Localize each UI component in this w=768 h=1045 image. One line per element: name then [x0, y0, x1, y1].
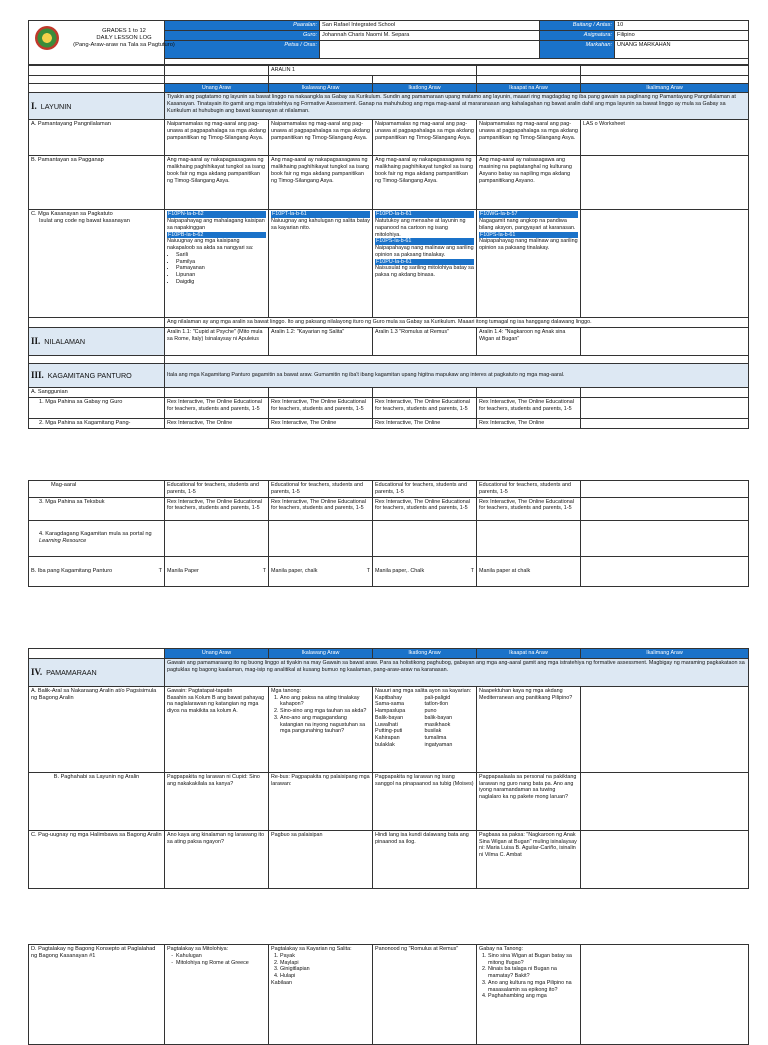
- day-5-header: Ikalimang Araw: [581, 83, 749, 93]
- main-table-4: [28, 944, 749, 1045]
- textbook-pages-day3: Rex Interactive, The Online Educational for teachers, students and parents, 1-5: [373, 497, 477, 520]
- day-5-header-b: Ikalimang Araw: [581, 649, 749, 659]
- competency-day3: F10PD-Ia-b-61 Natutukoy ang mensahe at layunin ng napanood na cartoon ng isang mitolohiya. F10PS-Ia-b-61 Naipapahayag nang malinaw ang sariling opinion sa paksang tinalakay. F10PU-Ia-b-61 Naisusulat ng sariling mitolohiya batay sa paksa ng akdang binasa.: [373, 210, 477, 318]
- review-day1: Gawain: Pagtatapat-tapatin Basahin sa Kolum B ang bawat pahayag na naglalarawan ng katangian ng mga diyos na makikita sa kolum A.: [165, 686, 269, 772]
- examples-day3: Hindi lang isa kundi dalawang bata ang pinaanod sa ilog.: [373, 830, 477, 888]
- date-label: Petsa / Oras:: [165, 40, 320, 58]
- day-1-header-b: Unang Araw: [165, 649, 269, 659]
- layunin-heading: I. LAYUNIN: [29, 93, 165, 120]
- learner-pages-day4: Rex Interactive, The Online: [477, 419, 581, 429]
- pamamaraan-intro: Gawain ang pamamaraang ito ng buong linggo at tiyakin na may Gawain sa bawat araw. Para sa holistikong paghubog, gabayan ang mga ang-aaral gamit ang mga istratehiya ng formative assessment. Magbigay ng maraming pagkakataon sa pagtuklas ng bagong kaalaman, mag-isip ng analitikal at kusang bumuo ng kaalaman, pang-araw-araw na karanasan.: [165, 658, 749, 686]
- competency-day2: F10PT-Ia-b-61 Naiuugnay ang kahulugan ng salita batay sa kayarian nito.: [269, 210, 373, 318]
- main-table-3: [28, 648, 749, 889]
- date-value: [320, 40, 540, 58]
- learner-pages-day1: Rex Interactive, The Online: [165, 419, 269, 429]
- competency-day5: [581, 210, 749, 318]
- school-value: San Rafael Integrated School: [320, 21, 540, 31]
- discussion-day3: Panonood ng "Romulus at Remus": [373, 945, 477, 1045]
- subject-value: Filipino: [615, 30, 749, 40]
- other-materials-day5: [581, 556, 749, 586]
- day-4-header: Ikaapat na Araw: [477, 83, 581, 93]
- examples-day4: Pagbasa sa paksa: "Nagkaroon ng Anak Sina Wigan at Bugan" muling isinalaysay ni: Maria Luisa B. Aguilar-Cariño, isinalin ni Vilma C. Ambat: [477, 830, 581, 888]
- header-table: [28, 20, 749, 65]
- perf-std-day2: Ang mag-aaral ay nakapagsasagawa ng malikhaing paghihikayat tungkol sa isang book fair ng mga akdang pampanitikan ng Timog-Silangang Asya.: [269, 156, 373, 210]
- learner-pages-label-cont: Mag-aaral: [29, 481, 165, 498]
- motivation-day3: Pagpapakita ng larawan ng isang sanggol na pinapaanod sa tubig (Moises): [373, 772, 477, 830]
- other-materials-label: B. Iba pang Kagamitang Panturo T: [29, 556, 165, 586]
- learner-pages-cont-day4: Educational for teachers, students and parents, 1-5: [477, 481, 581, 498]
- other-materials-day4: Manila paper at chalk: [477, 556, 581, 586]
- content-day3: Aralin 1.3 "Romulus at Remus": [373, 328, 477, 356]
- competency-day1: F10PN-Ia-b-62 Naipapahayag ang mahalagang kaisipan sa napakinggan F10PB-Ia-b-62 Naiuugnay ang mga kaisipang nakapaloob sa akda sa nangyari sa: • Sarili • Pamilya • Pamayanan • Lipunan • Daigdig: [165, 210, 269, 318]
- motivation-label: B. Paghahabi sa Layunin ng Aralin: [29, 772, 165, 830]
- competency-day4: F10WG-Ia-b-57 Nagagamit nang angkop na pandiwa bilang aksyon, pangyayari at karanasan. F10PS-Ia-b-61 Naipapahayag nang malinaw ang sariling opinion sa paksang tinalakay.: [477, 210, 581, 318]
- lesson-label: ARALIN 1: [269, 65, 477, 75]
- row-a-label: A. Pamantayang Pangnilalaman: [29, 120, 165, 156]
- nilalaman-heading: II. NILALAMAN: [29, 328, 165, 356]
- content-day2: Aralin 1.2: "Kayarian ng Salita": [269, 328, 373, 356]
- content-std-day1: Naipamamalas ng mag-aaral ang pag-unawa at pagpapahalaga sa mga akdang pampanitikan ng Timog-Silangang Asya.: [165, 120, 269, 156]
- lesson-log-section-4: [28, 944, 748, 1024]
- pamamaraan-heading: IV. PAMAMARAAN: [29, 658, 165, 686]
- examples-day2: Pagbuo sa palaisipan: [269, 830, 373, 888]
- review-label: A. Balik-Aral sa Nakaraang Aralin at/o Pagsisimula ng Bagong Aralin: [29, 686, 165, 772]
- day-4-header-b: Ikaapat na Araw: [477, 649, 581, 659]
- learner-pages-day2: Rex Interactive, The Online: [269, 419, 373, 429]
- day-3-header-b: Ikatlong Araw: [373, 649, 477, 659]
- teacher-value: Johannah Charis Naomi M. Separa: [320, 30, 540, 40]
- school-label: Paaralan:: [165, 21, 320, 31]
- textbook-pages-day1: Rex Interactive, The Online Educational for teachers, students and parents, 1-5: [165, 497, 269, 520]
- lr-portal-label: 4. Karagdagang Kagamitan mula sa portal ng Learning Resource: [29, 520, 165, 556]
- content-std-day4: Naipamamalas ng mag-aaral ang pag-unawa at pagpapahalaga sa mga akdang pampanitikan ng Timog-Silangang Asya.: [477, 120, 581, 156]
- learner-pages-label: 2. Mga Pahina sa Kagamitang Pang-: [29, 419, 165, 429]
- content-std-day2: Naipamamalas ng mag-aaral ang pag-unawa at pagpapahalaga sa mga akdang pampanitikan ng Timog-Silangang Asya.: [269, 120, 373, 156]
- guide-pages-day4: Rex Interactive, The Online Educational for teachers, students and parents, 1-5: [477, 398, 581, 419]
- learner-pages-day3: Rex Interactive, The Online: [373, 419, 477, 429]
- perf-std-day5: [581, 156, 749, 210]
- main-table-1: [28, 65, 749, 429]
- other-materials-day2: Manila paper, chalk T: [269, 556, 373, 586]
- grade-label: Baitang / Antas:: [540, 21, 615, 31]
- main-table-2: [28, 480, 749, 587]
- header-title: GRADES 1 to 12 DAILY LESSON LOG (Pang-Araw-araw na Tala sa Pagtuturo): [73, 28, 175, 49]
- learner-pages-cont-day2: Educational for teachers, students and parents, 1-5: [269, 481, 373, 498]
- guide-pages-day1: Rex Interactive, The Online Educational for teachers, students and parents, 1-5: [165, 398, 269, 419]
- guide-pages-day2: Rex Interactive, The Online Educational for teachers, students and parents, 1-5: [269, 398, 373, 419]
- textbook-pages-day2: Rex Interactive, The Online Educational for teachers, students and parents, 1-5: [269, 497, 373, 520]
- review-day2: Mga tanong: 1. Ano ang paksa na ating tinalakay kahapon? 2. Sino-sino ang mga tauhan sa akda? 3. Ano-ano ang magagandang katangian na inyong nagustuhan sa mga pangunahing tauhan?: [269, 686, 373, 772]
- content-std-day5: LAS o Worksheet: [581, 120, 749, 156]
- day-2-header: Ikalawang Araw: [269, 83, 373, 93]
- day-1-header: Unang Araw: [165, 83, 269, 93]
- guide-pages-label: 1. Mga Pahina sa Gabay ng Guro: [29, 398, 165, 419]
- review-day3: Nauuri ang mga salita ayon sa kayarian: Kapitbahay pali-paligid Sama-sama tatlon-tlon Hampaslupa puno Balik-bayan balik-bayan Luwalhati masikhaok Putting-puti busilak Kahirapan tumalima bulaklak ingatyaman: [373, 686, 477, 772]
- nilalaman-intro: Ang nilalaman ay ang mga aralin sa bawat linggo. Ito ang paksang nilalayong ituro ng Guro mula sa Gabay sa Kurikulum. Maaari itong tumagal ng isa hanggang dalawang linggo.: [165, 318, 749, 328]
- discussion-day1: Pagtalakay sa Mitolohiya: - Kahulugan - Mitolohiya ng Rome at Greece: [165, 945, 269, 1045]
- content-day5: [581, 328, 749, 356]
- layunin-intro: Tiyakin ang pagtatamo ng layunin sa bawat linggo na nakaangkla sa Gabay sa Kurikulum. Sundin ang pamamaraan upang matamo ang layunin, maaari ring magdagdag ng iba pang gawain sa paglinang ng Pamantayang Pangnilalaman at Kasanayan. Tinatayain ito gamit ang mga istratehiya ng Formative Assessment. Ganap na mahuhubog ang mga mag-aaral at mararanasan ang kahalagahan ng bawat aralin dahil ang mga layunin sa bawat linggo ay mula sa Gabay sa Kurikulum at huhubugin ang bawat kasanayan at nilalaman.: [165, 93, 749, 120]
- header-logo-cell: [29, 21, 175, 65]
- motivation-day2: Re-bus: Pagpapakita ng palaisipang mga larawan:: [269, 772, 373, 830]
- review-day4: Naapektuhan kaya ng mga akdang Mediterranean ang panitikang Pilipino?: [477, 686, 581, 772]
- guide-pages-day3: Rex Interactive, The Online Educational for teachers, students and parents, 1-5: [373, 398, 477, 419]
- lesson-log-section-3: [28, 648, 748, 889]
- perf-std-day1: Ang mag-aaral ay nakapagsasagawa ng malikhaing paghihikayat tungkol sa isang book fair ng mga akdang pampanitikan ng Timog-Silangang Asya.: [165, 156, 269, 210]
- subject-label: Asignatura:: [540, 30, 615, 40]
- examples-day1: Ano kaya ang kinalaman ng larawang ito sa ating paksa ngayon?: [165, 830, 269, 888]
- word-list: Kapitbahay pali-paligid Sama-sama tatlon-tlon Hampaslupa puno Balik-bayan balik-bayan Luwalhati masikhaok Putting-puti busilak Kahirapan tumalima bulaklak ingatyaman: [375, 694, 453, 748]
- grade-value: 10: [615, 21, 749, 31]
- quarter-value: UNANG MARKAHAN: [615, 40, 749, 58]
- day-3-header: Ikatlong Araw: [373, 83, 477, 93]
- other-materials-day1: Manila Paper T: [165, 556, 269, 586]
- day-2-header-b: Ikalawang Araw: [269, 649, 373, 659]
- content-day1: Aralin 1.1: "Cupid at Psyche" (Mito mula sa Rome, Italy) Isinalaysay ni Apuleius: [165, 328, 269, 356]
- discussion-day2: Pagtalakay sa Kayarian ng Salita: 1. Payak 2. Maylapi 3. Ginigitlapian 4. Hulapi Kabilaan: [269, 945, 373, 1045]
- row-b-label: B. Pamantayan sa Pagganap: [29, 156, 165, 210]
- content-day4: Aralin 1.4: "Nagkaroon ng Anak sina Wigan at Bugan": [477, 328, 581, 356]
- perf-std-day4: Ang mag-aaral ay naisasagawa ang masining na pagtatanghal ng kulturang Asyano batay sa napiling mga akdang pampanitikang Asyano.: [477, 156, 581, 210]
- kagamitan-intro: Itala ang mga Kagamitang Panturo gagamitin sa bawat araw. Gumamitin ng iba't ibang kagamitan upang higitna mapukaw ang interes at pagkatuto ng mga mag-aaral.: [165, 364, 749, 388]
- content-std-day3: Naipamamalas ng mag-aaral ang pag-unawa at pagpapahalaga sa mga akdang pampanitikan ng Timog-Silangang Asya.: [373, 120, 477, 156]
- learner-pages-cont-day1: Educational for teachers, students and parents, 1-5: [165, 481, 269, 498]
- other-materials-day3: Manila paper,. Chalk T: [373, 556, 477, 586]
- sanggunian-label: A. Sanggunian: [29, 388, 165, 398]
- discussion-day4: Gabay na Tanong: 1. Sino sina Wigan at Bugan batay sa mitong Ifugao? 2. Ninais ba talaga ni Bugan na mamatay? Bakit? 3. Ano ang kultura ng mga Pilipino na masasalamin sa epikong ito? 4. Paghahambing ang mga: [477, 945, 581, 1045]
- motivation-day4: Pagpapaalaala sa personal na pakiktang larawan ng guro nang bata pa. Ano ang iyong naramandaman sa tuwing naglalaro ka ng pakete mong laruan?: [477, 772, 581, 830]
- perf-std-day3: Ang mag-aaral ay nakapagsasagawa ng malikhaing paghihikayat tungkol sa isang book fair ng mga akdang pampanitikan ng Timog-Silangang Asya.: [373, 156, 477, 210]
- lesson-log-section-1: [28, 20, 748, 429]
- textbook-pages-label: 3. Mga Pahina sa Teksbuk: [29, 497, 165, 520]
- lesson-log-section-2: [28, 480, 748, 587]
- motivation-day1: Pagpapakita ng larawan ni Cupid: Sino ang nakakakilala sa kanya?: [165, 772, 269, 830]
- discussion-label: D. Pagtalakay ng Bagong Konsepto at Paglalahad ng Bagong Kasanayan #1: [29, 945, 165, 1045]
- learner-pages-cont-day3: Educational for teachers, students and parents, 1-5: [373, 481, 477, 498]
- textbook-pages-day4: Rex Interactive, The Online Educational for teachers, students and parents, 1-5: [477, 497, 581, 520]
- row-c-label: C. Mga Kasanayan sa Pagkatuto Isulat ang code ng bawat kasanayan: [29, 210, 165, 318]
- examples-label: C. Pag-uugnay ng mga Halimbawa sa Bagong Aralin: [29, 830, 165, 888]
- kagamitan-heading: III. KAGAMITANG PANTURO: [29, 364, 165, 388]
- deped-seal-icon: [35, 26, 59, 50]
- teacher-label: Guro:: [165, 30, 320, 40]
- quarter-label: Markahan:: [540, 40, 615, 58]
